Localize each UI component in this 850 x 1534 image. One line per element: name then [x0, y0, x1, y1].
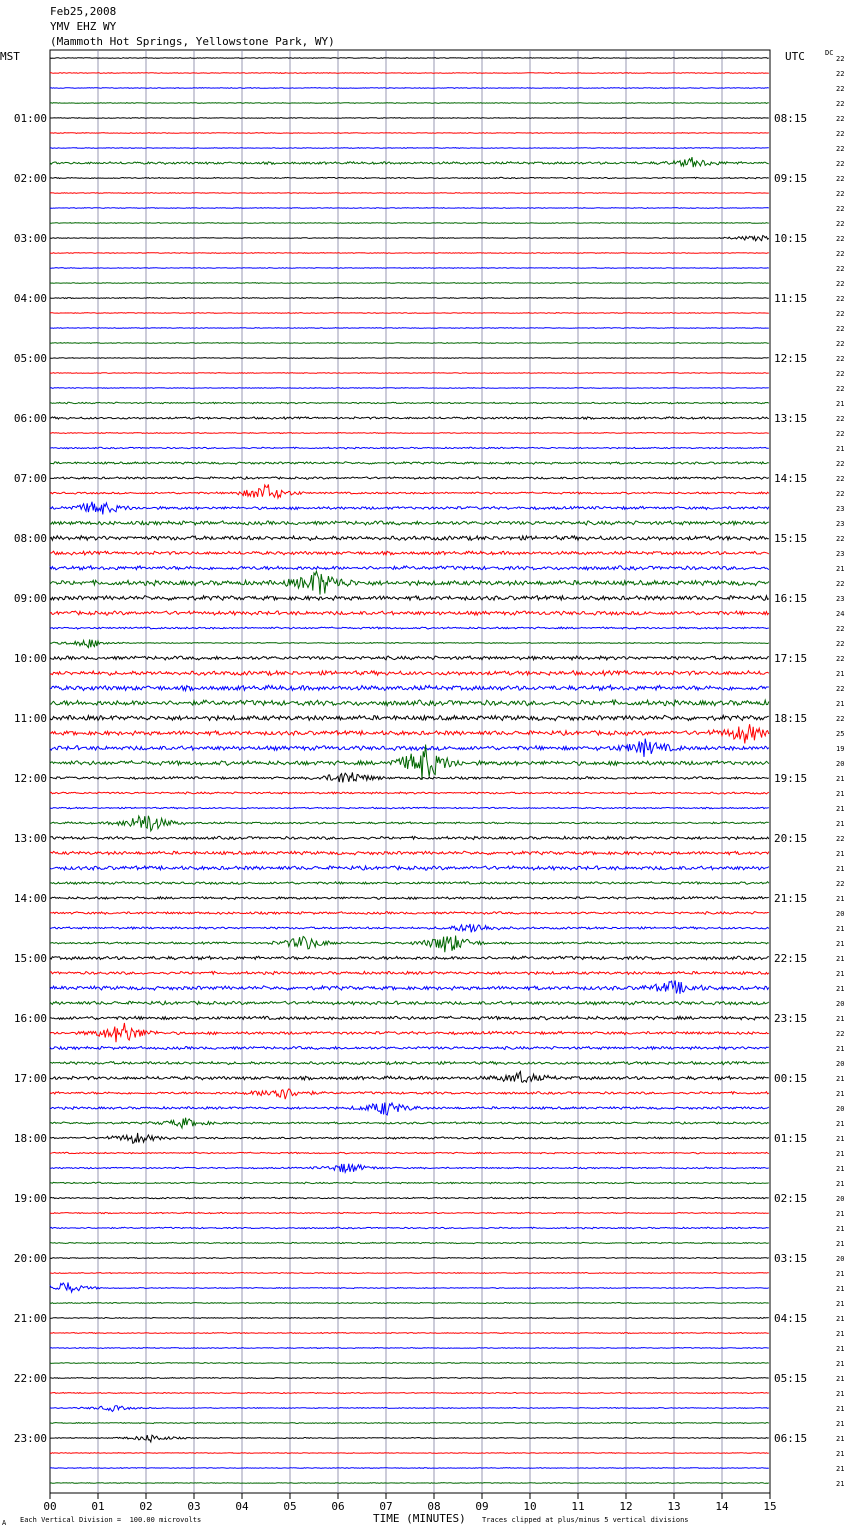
left-hour-label: 04:00	[13, 292, 47, 305]
dc-offset-label: 21	[836, 1315, 845, 1323]
right-hour-label: 01:15	[774, 1132, 808, 1145]
right-hour-label: 12:15	[774, 352, 808, 365]
x-tick-label: 05	[283, 1500, 297, 1513]
dc-offset-label: 22	[836, 535, 845, 543]
seismic-trace	[50, 715, 769, 720]
x-tick-label: 03	[187, 1500, 201, 1513]
dc-offset-label: 22	[836, 355, 845, 363]
dc-offset-label: 20	[836, 1255, 845, 1263]
seismic-trace	[50, 1182, 769, 1184]
seismic-trace	[50, 253, 769, 254]
right-hour-label: 23:15	[774, 1012, 808, 1025]
x-tick-label: 14	[715, 1500, 729, 1513]
x-tick-label: 09	[475, 1500, 489, 1513]
station-code: YMV EHZ WY	[50, 20, 117, 33]
dc-offset-label: 23	[836, 505, 845, 513]
right-hour-label: 05:15	[774, 1372, 808, 1385]
seismic-trace	[50, 1348, 769, 1349]
right-hour-label: 15:15	[774, 532, 808, 545]
dc-offset-label: 22	[836, 640, 845, 648]
dc-offset-label: 22	[836, 325, 845, 333]
dc-offset-label: 22	[836, 295, 845, 303]
dc-offset-label: 22	[836, 55, 845, 63]
station-location: (Mammoth Hot Springs, Yellowstone Park, WY)	[50, 35, 335, 48]
seismic-trace	[50, 1046, 769, 1049]
seismic-trace	[50, 313, 769, 314]
dc-offset-label: 22	[836, 475, 845, 483]
seismic-trace	[50, 956, 769, 960]
right-hour-label: 21:15	[774, 892, 808, 905]
dc-offset-label: 22	[836, 490, 845, 498]
dc-offset-label: 22	[836, 265, 845, 273]
seismic-trace	[50, 912, 769, 915]
seismic-trace	[50, 1378, 769, 1379]
right-timezone-label: UTC	[785, 50, 805, 63]
dc-offset-label: 21	[836, 1345, 845, 1353]
dc-offset-label: 20	[836, 1195, 845, 1203]
x-tick-label: 01	[91, 1500, 105, 1513]
dc-offset-label: 24	[836, 610, 845, 618]
dc-offset-label: 22	[836, 340, 845, 348]
dc-offset-label: 23	[836, 595, 845, 603]
dc-offset-label: 22	[836, 85, 845, 93]
seismic-trace	[50, 58, 769, 59]
dc-offset-label: 21	[836, 1420, 845, 1428]
seismic-trace	[50, 1164, 769, 1173]
left-hour-label: 15:00	[13, 952, 47, 965]
seismic-trace	[50, 816, 769, 831]
seismic-trace	[50, 792, 769, 794]
seismic-trace	[50, 700, 769, 706]
seismic-trace	[50, 1152, 769, 1154]
dc-offset-label: 21	[836, 1210, 845, 1218]
dc-offset-label: 21	[836, 1015, 845, 1023]
x-tick-label: 00	[43, 1500, 57, 1513]
x-tick-label: 12	[619, 1500, 633, 1513]
dc-offset-label: 21	[836, 1450, 845, 1458]
dc-offset-label: 21	[836, 1240, 845, 1248]
left-hour-label: 12:00	[13, 772, 47, 785]
dc-offset-label: 21	[836, 895, 845, 903]
left-hour-label: 13:00	[13, 832, 47, 845]
seismic-trace	[50, 1483, 769, 1484]
clip-note: Traces clipped at plus/minus 5 vertical divisions	[482, 1516, 689, 1524]
right-hour-label: 08:15	[774, 112, 808, 125]
seismic-trace	[50, 447, 769, 449]
seismic-trace	[50, 1118, 769, 1128]
x-tick-label: 15	[763, 1500, 777, 1513]
seismic-trace	[50, 433, 769, 434]
seismic-trace	[50, 1001, 769, 1005]
dc-offset-label: 23	[836, 550, 845, 558]
left-hour-label: 02:00	[13, 172, 47, 185]
seismic-trace	[50, 882, 769, 885]
dc-offset-label: 22	[836, 160, 845, 168]
dc-offset-label: 22	[836, 580, 845, 588]
left-hour-label: 07:00	[13, 472, 47, 485]
seismic-trace	[50, 388, 769, 389]
dc-offset-label: 20	[836, 1060, 845, 1068]
seismic-trace	[50, 536, 769, 541]
dc-offset-label: 21	[836, 400, 845, 408]
seismic-trace	[50, 1423, 769, 1424]
seismic-trace	[50, 328, 769, 329]
seismic-trace	[50, 1242, 769, 1243]
right-hour-label: 04:15	[774, 1312, 808, 1325]
dc-offset-label: 21	[836, 1375, 845, 1383]
left-hour-label: 05:00	[13, 352, 47, 365]
dc-offset-label: 22	[836, 70, 845, 78]
seismic-trace	[50, 981, 769, 994]
seismic-trace	[50, 571, 769, 594]
left-hour-label: 20:00	[13, 1252, 47, 1265]
x-tick-label: 04	[235, 1500, 249, 1513]
x-tick-label: 06	[331, 1500, 345, 1513]
dc-offset-label: 22	[836, 115, 845, 123]
dc-offset-label: 22	[836, 280, 845, 288]
dc-offset-label: 19	[836, 745, 845, 753]
dc-offset-label: 25	[836, 730, 845, 738]
dc-offset-label: 21	[836, 775, 845, 783]
dc-offset-label: 20	[836, 1000, 845, 1008]
dc-offset-label: 22	[836, 625, 845, 633]
dc-offset-label: 22	[836, 1030, 845, 1038]
seismic-trace	[50, 1103, 769, 1115]
seismic-trace	[50, 1133, 769, 1143]
dc-offset-label: 20	[836, 760, 845, 768]
right-hour-label: 22:15	[774, 952, 808, 965]
seismic-trace	[50, 897, 769, 900]
seismic-trace	[50, 208, 769, 209]
seismic-trace	[50, 724, 769, 743]
seismic-trace	[50, 1258, 769, 1259]
x-tick-label: 07	[379, 1500, 393, 1513]
dc-offset-label: 21	[836, 1150, 845, 1158]
dc-offset-label: 21	[836, 940, 845, 948]
dc-offset-label: 22	[836, 145, 845, 153]
dc-offset-label: 21	[836, 445, 845, 453]
left-hour-label: 14:00	[13, 892, 47, 905]
seismic-trace	[50, 596, 769, 601]
seismic-trace	[50, 1362, 769, 1363]
dc-offset-label: 21	[836, 1045, 845, 1053]
dc-offset-label: 21	[836, 865, 845, 873]
x-tick-label: 10	[523, 1500, 537, 1513]
dc-label: DC	[825, 49, 834, 57]
seismic-trace	[50, 358, 769, 359]
seismic-trace	[50, 417, 769, 419]
seismic-trace	[50, 627, 769, 629]
seismic-trace	[50, 1406, 769, 1412]
dc-offset-label: 21	[836, 1390, 845, 1398]
x-tick-label: 02	[139, 1500, 153, 1513]
seismic-trace	[50, 236, 769, 241]
seismic-trace	[50, 1197, 769, 1199]
seismic-trace	[50, 739, 769, 757]
seismic-trace	[50, 936, 769, 953]
seismic-trace	[50, 1212, 769, 1213]
dc-offset-label: 21	[836, 1270, 845, 1278]
left-timezone-label: MST	[0, 50, 20, 63]
dc-offset-label: 21	[836, 700, 845, 708]
right-hour-label: 00:15	[774, 1072, 808, 1085]
seismic-trace	[50, 611, 769, 615]
seismic-trace	[50, 1453, 769, 1454]
chart-date: Feb25,2008	[50, 5, 117, 18]
dc-offset-label: 21	[836, 1465, 845, 1473]
dc-offset-label: 21	[836, 1120, 845, 1128]
seismic-trace	[50, 283, 769, 284]
left-hour-label: 17:00	[13, 1072, 47, 1085]
seismic-trace	[50, 1227, 769, 1229]
right-hour-label: 06:15	[774, 1432, 808, 1445]
dc-offset-label: 21	[836, 985, 845, 993]
dc-offset-label: 21	[836, 1360, 845, 1368]
dc-offset-label: 21	[836, 925, 845, 933]
seismic-trace	[50, 462, 769, 464]
dc-offset-label: 21	[836, 850, 845, 858]
seismic-trace	[50, 73, 769, 74]
dc-offset-label: 21	[836, 805, 845, 813]
dc-offset-label: 22	[836, 715, 845, 723]
seismic-trace	[50, 148, 769, 149]
seismic-trace	[50, 551, 769, 555]
seismic-trace	[50, 1072, 769, 1083]
right-hour-label: 02:15	[774, 1192, 808, 1205]
seismic-trace	[50, 1283, 769, 1293]
left-hour-label: 09:00	[13, 592, 47, 605]
right-hour-label: 11:15	[774, 292, 808, 305]
seismic-trace	[50, 1089, 769, 1099]
dc-offset-label: 22	[836, 205, 845, 213]
dc-offset-label: 21	[836, 1405, 845, 1413]
dc-offset-label: 21	[836, 1435, 845, 1443]
dc-offset-label: 21	[836, 565, 845, 573]
seismic-trace	[50, 807, 769, 809]
seismic-trace	[50, 566, 769, 570]
seismic-trace	[50, 484, 769, 498]
left-hour-label: 10:00	[13, 652, 47, 665]
left-hour-label: 11:00	[13, 712, 47, 725]
seismic-trace	[50, 521, 769, 525]
seismic-trace	[50, 502, 769, 515]
left-hour-label: 19:00	[13, 1192, 47, 1205]
right-hour-label: 13:15	[774, 412, 808, 425]
right-hour-label: 16:15	[774, 592, 808, 605]
dc-offset-label: 21	[836, 1300, 845, 1308]
seismic-trace	[50, 685, 769, 690]
right-hour-label: 19:15	[774, 772, 808, 785]
dc-offset-label: 21	[836, 790, 845, 798]
seismic-trace	[50, 866, 769, 870]
right-hour-label: 20:15	[774, 832, 808, 845]
seismic-trace	[50, 402, 769, 404]
dc-offset-label: 22	[836, 385, 845, 393]
dc-offset-label: 22	[836, 835, 845, 843]
seismic-trace	[50, 656, 769, 660]
seismic-trace	[50, 88, 769, 89]
dc-offset-label: 22	[836, 655, 845, 663]
seismic-trace	[50, 1023, 769, 1042]
dc-offset-label: 23	[836, 520, 845, 528]
seismic-trace	[50, 772, 769, 782]
scale-mark: A	[2, 1519, 7, 1527]
left-hour-label: 03:00	[13, 232, 47, 245]
dc-offset-label: 21	[836, 670, 845, 678]
dc-offset-label: 21	[836, 1480, 845, 1488]
left-hour-label: 21:00	[13, 1312, 47, 1325]
seismic-trace	[50, 924, 769, 932]
seismic-trace	[50, 477, 769, 479]
seismic-trace	[50, 851, 769, 855]
dc-offset-label: 22	[836, 175, 845, 183]
dc-offset-label: 22	[836, 430, 845, 438]
seismic-trace	[50, 1435, 769, 1442]
right-hour-label: 09:15	[774, 172, 808, 185]
x-tick-label: 08	[427, 1500, 441, 1513]
dc-offset-label: 21	[836, 1135, 845, 1143]
seismic-trace	[50, 1318, 769, 1319]
seismic-trace	[50, 223, 769, 224]
seismic-trace	[50, 157, 769, 167]
seismic-trace	[50, 971, 769, 974]
right-hour-label: 17:15	[774, 652, 808, 665]
seismic-trace	[50, 1062, 769, 1065]
seismic-trace	[50, 373, 769, 374]
seismic-trace	[50, 1468, 769, 1469]
left-hour-label: 23:00	[13, 1432, 47, 1445]
seismic-trace	[50, 745, 769, 781]
dc-offset-label: 21	[836, 1180, 845, 1188]
dc-offset-label: 22	[836, 370, 845, 378]
seismic-trace	[50, 1303, 769, 1304]
seismic-trace	[50, 836, 769, 839]
x-tick-label: 11	[571, 1500, 585, 1513]
seismic-trace	[50, 133, 769, 134]
plot-frame	[50, 50, 770, 1493]
seismic-trace	[50, 1333, 769, 1334]
left-hour-label: 18:00	[13, 1132, 47, 1145]
seismic-trace	[50, 268, 769, 269]
dc-offset-label: 21	[836, 1225, 845, 1233]
seismic-trace	[50, 103, 769, 104]
dc-offset-label: 22	[836, 685, 845, 693]
seismic-trace	[50, 193, 769, 194]
left-hour-label: 08:00	[13, 532, 47, 545]
seismic-trace	[50, 118, 769, 119]
dc-offset-label: 22	[836, 190, 845, 198]
seismic-trace	[50, 1273, 769, 1274]
right-hour-label: 14:15	[774, 472, 808, 485]
dc-offset-label: 22	[836, 460, 845, 468]
dc-offset-label: 22	[836, 310, 845, 318]
left-hour-label: 06:00	[13, 412, 47, 425]
dc-offset-label: 21	[836, 970, 845, 978]
x-axis-title: TIME (MINUTES)	[373, 1512, 466, 1525]
left-hour-label: 16:00	[13, 1012, 47, 1025]
seismic-trace	[50, 671, 769, 676]
seismic-trace	[50, 640, 769, 648]
seismic-trace	[50, 1016, 769, 1020]
right-hour-label: 18:15	[774, 712, 808, 725]
dc-offset-label: 21	[836, 1075, 845, 1083]
left-hour-label: 01:00	[13, 112, 47, 125]
right-hour-label: 03:15	[774, 1252, 808, 1265]
dc-offset-label: 22	[836, 880, 845, 888]
seismic-trace	[50, 298, 769, 299]
dc-offset-label: 21	[836, 1090, 845, 1098]
seismic-trace	[50, 1393, 769, 1394]
dc-offset-label: 22	[836, 235, 845, 243]
x-tick-label: 13	[667, 1500, 681, 1513]
dc-offset-label: 21	[836, 1165, 845, 1173]
dc-offset-label: 22	[836, 250, 845, 258]
seismic-trace	[50, 343, 769, 344]
dc-offset-label: 21	[836, 820, 845, 828]
dc-offset-label: 22	[836, 130, 845, 138]
dc-offset-label: 21	[836, 1285, 845, 1293]
dc-offset-label: 22	[836, 100, 845, 108]
dc-offset-label: 21	[836, 1330, 845, 1338]
dc-offset-label: 22	[836, 415, 845, 423]
dc-offset-label: 21	[836, 955, 845, 963]
dc-offset-label: 20	[836, 1105, 845, 1113]
vertical-division-note: Each Vertical Division = 100.00 microvolts	[20, 1516, 202, 1524]
right-hour-label: 10:15	[774, 232, 808, 245]
seismic-trace	[50, 177, 769, 178]
left-hour-label: 22:00	[13, 1372, 47, 1385]
dc-offset-label: 22	[836, 220, 845, 228]
dc-offset-label: 20	[836, 910, 845, 918]
